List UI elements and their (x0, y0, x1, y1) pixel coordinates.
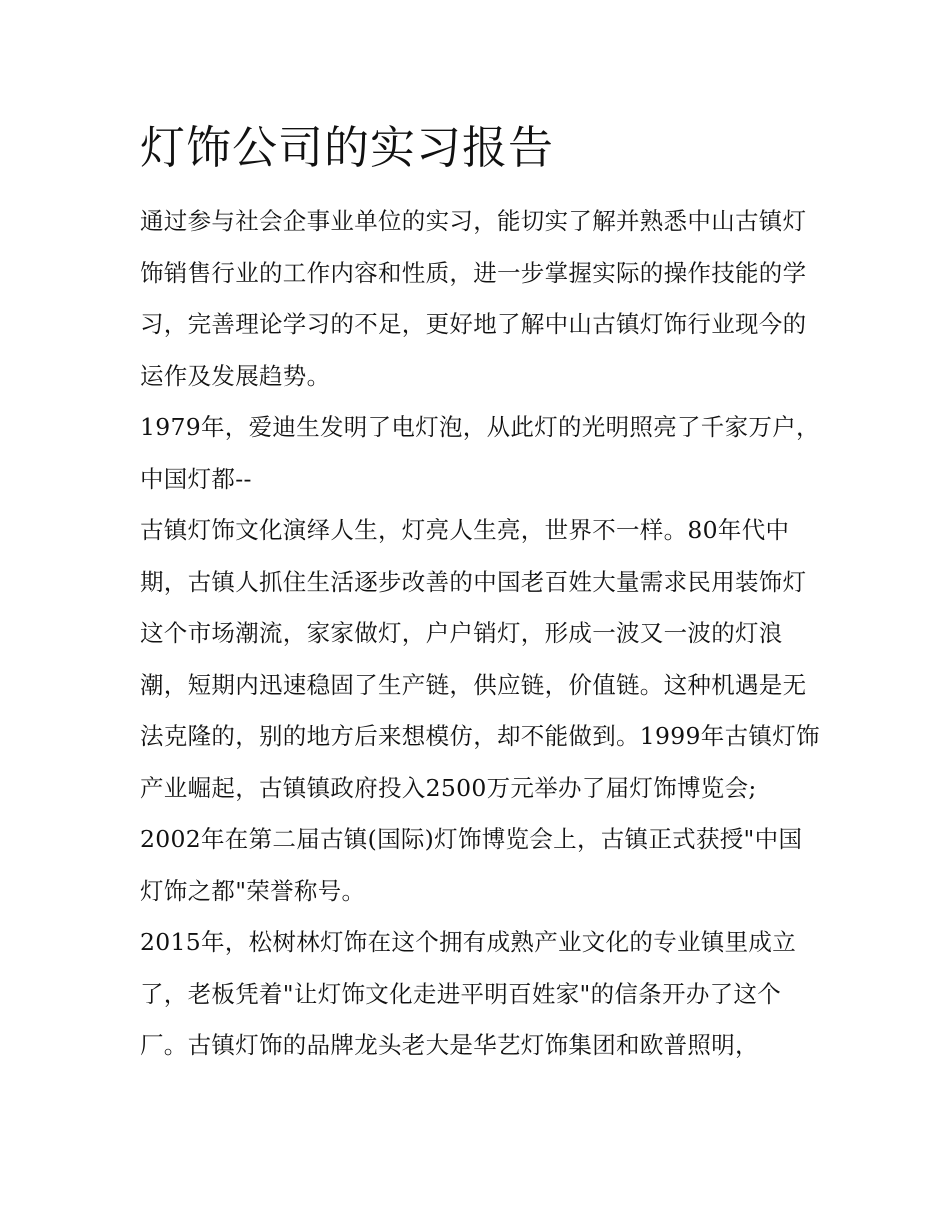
paragraph-guzhen-culture: 古镇灯饰文化演绎人生，灯亮人生亮，世界不一样。80年代中期，古镇人抓住生活逐步改善的中国老百姓大量需求民用装饰灯这个市场潮流，家家做灯，户户销灯，形成一波又一波的灯浪潮，短期内迅速稳固了生产链，供应链，价值链。这种机遇是无法克隆的，别的地方后来想模仿，却不能做到。1999年古镇灯饰产业崛起，古镇镇政府投入2500万元举办了届灯饰博览会; (140, 516, 820, 802)
document-page (140, 110, 820, 1072)
document-title: 灯饰公司的实习报告 (140, 121, 555, 174)
paragraph-1979: 1979年，爱迪生发明了电灯泡，从此灯的光明照亮了千家万户，中国灯都-- (140, 413, 820, 493)
paragraph-2015: 2015年，松树林灯饰在这个拥有成熟产业文化的专业镇里成立了，老板凭着"让灯饰文化走进平明百姓家"的信条开办了这个厂。古镇灯饰的品牌龙头老大是华艺灯饰集团和欧普照明， (140, 928, 797, 1059)
paragraph-intro: 通过参与社会企事业单位的实习，能切实了解并熟悉中山古镇灯饰销售行业的工作内容和性质，进一步掌握实际的操作技能的学习，完善理论学习的不足，更好地了解中山古镇灯饰行业现今的运作及发展趋势。 (140, 207, 807, 390)
paragraph-2002: 2002年在第二届古镇(国际)灯饰博览会上，古镇正式获授"中国灯饰之都"荣誉称号。 (140, 825, 803, 905)
